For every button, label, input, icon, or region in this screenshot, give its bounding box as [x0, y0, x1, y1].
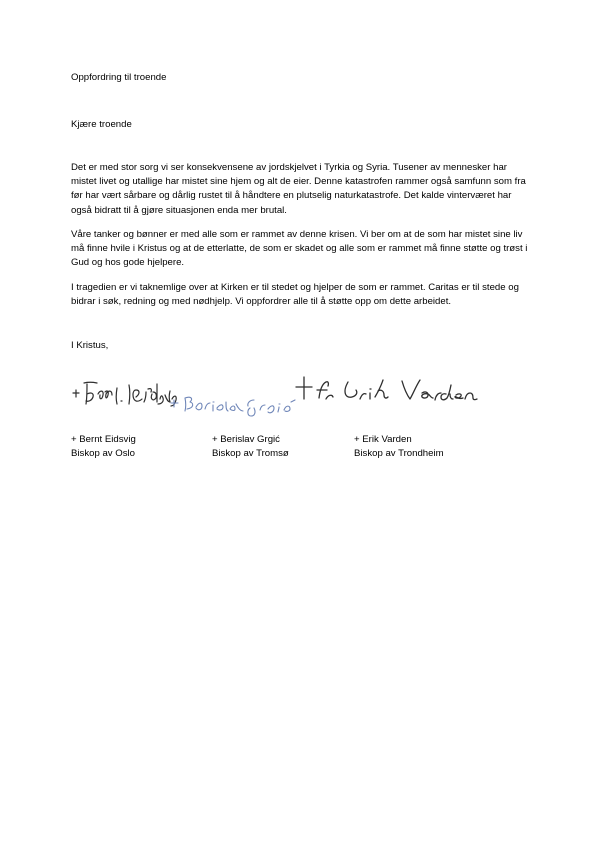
paragraph-3: I tragedien er vi taknemlige over at Kirken er til stedet og hjelper de som er rammet. Caritas er til stede og bidrar i søk, redning og med nødhjelp. Vi oppfordrer alle til å støtte opp om dette arbeidet.: [71, 282, 519, 308]
signer-varden: [354, 433, 494, 461]
signer-title: Biskop av Oslo: [71, 448, 135, 460]
signature-eidsvig: [73, 382, 176, 406]
letter-greeting: Kjære troende: [71, 119, 132, 130]
signature-varden: [296, 377, 477, 400]
signer-grgic: [212, 433, 352, 461]
paragraph-1: Det er med stor sorg vi ser konsekvensene av jordskjelvet i Tyrkia og Syria. Tusener av mennesker har mistet livet og utallige har mistet sine hjem og alt de eier. Denne katastrofen rammer også samfunn som fra før har vært sårbare og dårlig rustet til å håndtere en plutselig naturkatastrofe. Det kalde vinterværet har også bidratt til å gjøre situasjonen enda mer brutal.: [71, 162, 526, 216]
letter-closing: I Kristus,: [71, 340, 109, 351]
letter-title: Oppfordring til troende: [71, 72, 167, 83]
signer-name: + Berislav Grgić: [212, 434, 280, 445]
signer-title: Biskop av Trondheim: [354, 448, 444, 460]
handwritten-signatures: [66, 364, 496, 422]
signer-eidsvig: [71, 433, 211, 461]
paragraph-2: Våre tanker og bønner er med alle som er rammet av denne krisen. Vi ber om at de som har mistet sine liv må finne hvile i Kristus og at de etterlatte, de som er skadet og alle som er rammet må finne støtte og trøst i Gud og hos gode hjelpere.: [71, 229, 528, 269]
signature-grgic: [171, 397, 295, 416]
signer-title: Biskop av Tromsø: [212, 448, 289, 460]
signer-name: + Erik Varden: [354, 434, 412, 445]
signer-name: + Bernt Eidsvig: [71, 434, 136, 445]
